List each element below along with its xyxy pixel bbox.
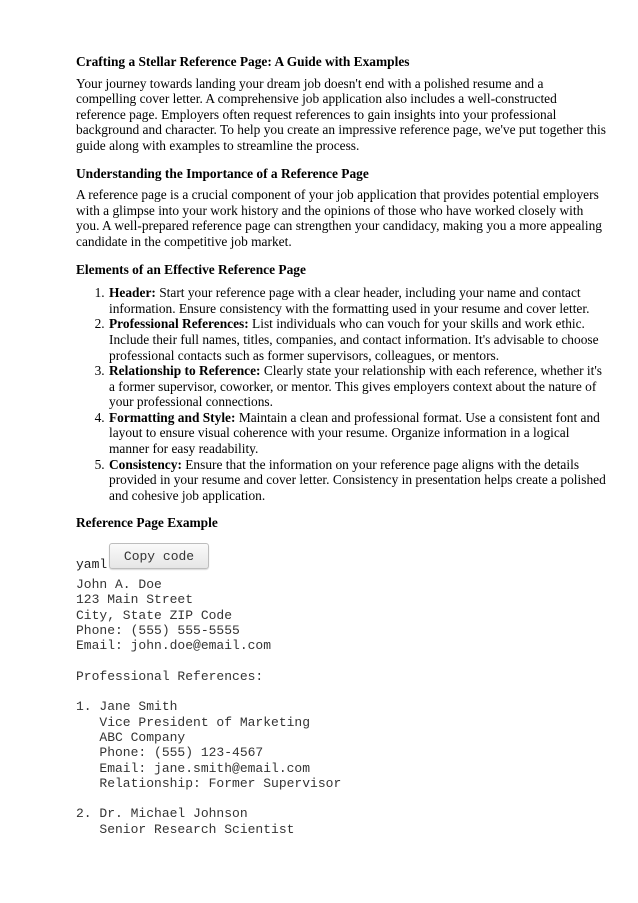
copy-code-button[interactable]: Copy code <box>109 543 209 569</box>
code-block-header <box>76 543 606 577</box>
list-item <box>108 457 606 504</box>
list-item <box>108 363 606 410</box>
importance-paragraph: A reference page is a crucial component of your job application that provides potential employers with a glimpse into your work history and the opinions of those who have worked closely with you. A well-prepared reference page can strengthen your candidacy, making you a more appealing candidate in the competitive job market. <box>76 187 602 249</box>
elements-heading: Elements of an Effective Reference Page <box>76 261 306 277</box>
document-title: Crafting a Stellar Reference Page: A Guide with Examples <box>76 54 410 69</box>
list-item-text: List individuals who can vouch for your skills and work ethic. Include their full names, titles, companies, and contact information. It's advisable to choose professional contacts such as former supervisors, colleagues, or mentors. <box>109 316 599 363</box>
list-item-text: Start your reference page with a clear header, including your name and contact information. Ensure consistency with the formatting used in your resume and cover letter. <box>109 285 590 316</box>
code-language-label: yaml <box>76 557 108 573</box>
document-page <box>76 44 606 837</box>
list-item <box>108 285 606 316</box>
elements-list <box>76 285 606 503</box>
list-item-label: Professional References: <box>109 316 249 332</box>
list-item-text: Maintain a clean and professional format. Use a consistent font and layout to ensure visual coherence with your resume. Organize information in a logical manner for easy readability. <box>109 409 600 457</box>
list-item-label: Header: <box>109 285 156 301</box>
importance-heading: Understanding the Importance of a Reference Page <box>76 165 369 181</box>
list-item <box>108 316 606 363</box>
example-heading: Reference Page Example <box>76 515 218 531</box>
list-item-label: Relationship to Reference: <box>109 363 261 379</box>
list-item-text: Ensure that the information on your reference page aligns with the details provided in your resume and cover letter. Consistency in presentation helps create a polished and cohesive job application. <box>109 456 606 503</box>
list-item-label: Consistency: <box>109 456 182 472</box>
list-item-text: Clearly state your relationship with each reference, whether it's a former supervisor, coworker, or mentor. This gives employers context about the nature of your professional connections. <box>109 363 602 410</box>
list-item <box>108 410 606 457</box>
list-item-label: Formatting and Style: <box>109 409 236 425</box>
intro-paragraph: Your journey towards landing your dream job doesn't end with a polished resume and a compelling cover letter. A comprehensive job application also includes a well-constructed reference page. Employers often request references to gain insights into your professional background and character. To help you create an impressive reference page, we've put together this guide along with examples to streamline the process. <box>76 75 606 153</box>
reference-code-block: John A. Doe 123 Main Street City, State ZIP Code Phone: (555) 555-5555 Email: john.doe@email.com Professional References: 1. Jane Smith Vice President of Marketing ABC Company Phone: (555) 123-4567 Email: jane.smith@email.com Relationship: Former Supervisor 2. Dr. Michael Johnson Senior Research Scientist <box>76 577 342 837</box>
